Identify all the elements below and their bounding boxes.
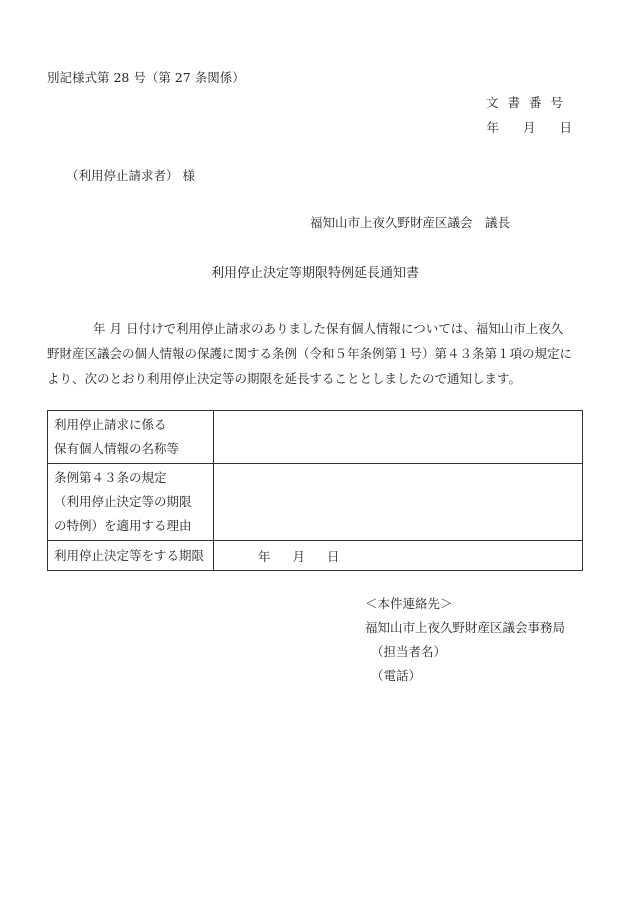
body-line: 年 月 日付けで利用停止請求のありました保有個人情報については、福知山市上夜久: [93, 321, 564, 336]
table-label-line: （利用停止決定等の期限: [54, 494, 192, 509]
form-number: 別記様式第 28 号（第 27 条関係）: [47, 70, 245, 85]
info-table: [47, 410, 583, 571]
table-label-line: 利用停止請求に係る: [54, 417, 167, 432]
contact-phone: （電話）: [371, 668, 422, 683]
body-line: 野財産区議会の個人情報の保護に関する条例（令和５年条例第１号）第４３条第１項の規定に: [47, 346, 573, 361]
table-label-line: の特例）を適用する理由: [54, 518, 192, 533]
contact-heading: ＜本件連絡先＞: [365, 596, 453, 611]
table-label-cell: 利用停止決定等をする期限: [48, 541, 214, 571]
table-label-cell: [48, 464, 214, 541]
table-label-line: 保有個人情報の名称等: [54, 441, 180, 456]
contact-block: [365, 592, 565, 688]
body-line: より、次のとおり利用停止決定等の期限を延長することとしましたので通知します。: [47, 371, 522, 386]
table-row: [48, 464, 583, 541]
contact-person: （担当者名）: [371, 644, 447, 659]
document-number-label: 文書番号: [485, 95, 572, 110]
document-date-label: 年 月 日: [486, 120, 572, 135]
table-row: [48, 541, 583, 571]
addressee: （利用停止請求者） 様: [66, 168, 195, 183]
body-text: [47, 316, 587, 391]
contact-office: 福知山市上夜久野財産区議会事務局: [365, 620, 566, 635]
sender: 福知山市上夜久野財産区議会 議長: [310, 215, 511, 230]
table-row: [48, 411, 583, 464]
table-label-cell: [48, 411, 214, 464]
document-title: 利用停止決定等期限特例延長通知書: [210, 266, 419, 281]
table-label-line: 条例第４３条の規定: [54, 470, 167, 485]
table-value-cell: [214, 464, 583, 541]
table-value-cell: [214, 411, 583, 464]
table-date-cell: 年 月 日: [214, 541, 583, 571]
